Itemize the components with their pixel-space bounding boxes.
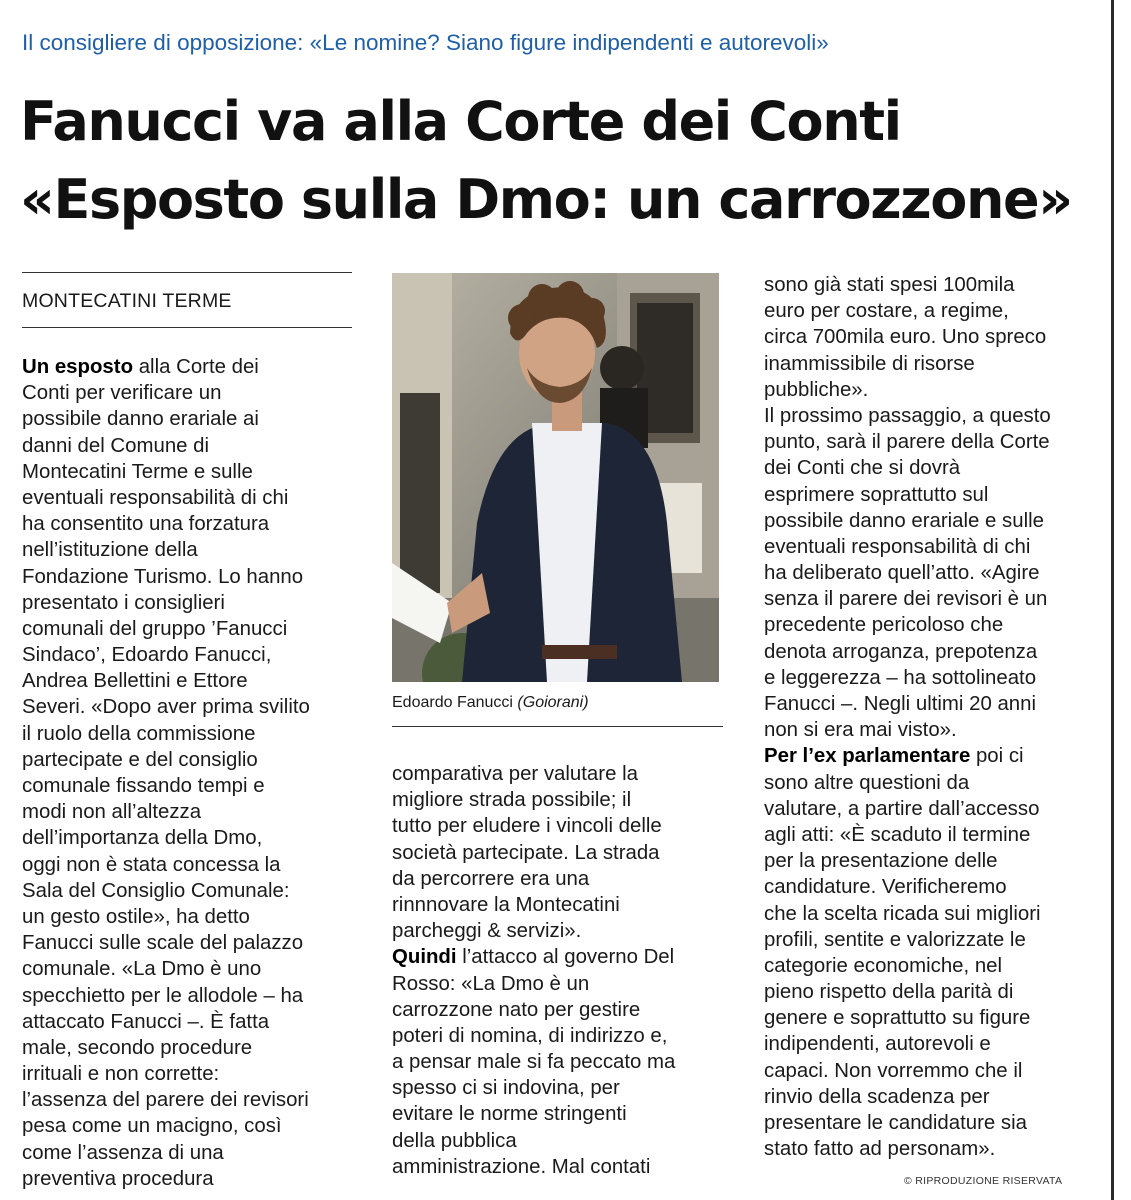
text-line: [764, 482, 1051, 508]
line-text: agli atti: «È scaduto il termine: [764, 823, 1031, 846]
text-line: [22, 983, 310, 1009]
line-text: comunale fissando tempi e: [22, 775, 265, 797]
line-text: Rosso: «La Dmo è un: [392, 972, 590, 995]
text-line: [22, 721, 310, 747]
line-text: come l’assenza di una: [22, 1141, 224, 1164]
line-text: capaci. Non vorremmo che il: [764, 1059, 1023, 1082]
line-text: Andrea Bellettini e Ettore: [22, 670, 248, 693]
line-text: un gesto ostile», ha detto: [22, 905, 250, 928]
text-line: [392, 1128, 675, 1154]
line-text: punto, sarà il parere della Corte: [764, 431, 1050, 454]
text-line: [764, 508, 1051, 534]
line-text: Il prossimo passaggio, a questo: [764, 404, 1051, 427]
line-text: preventiva procedura: [22, 1167, 214, 1190]
text-line: [22, 825, 310, 851]
text-line: [764, 796, 1051, 822]
text-line: [764, 770, 1051, 796]
text-line: [392, 997, 675, 1023]
line-text: per la presentazione delle: [764, 850, 998, 873]
line-text: possibile danno erariale e sulle: [764, 509, 1044, 532]
text-line: [764, 874, 1051, 900]
text-line: [22, 852, 310, 878]
text-line: [764, 927, 1051, 953]
line-text: indipendenti, autorevoli e: [764, 1033, 991, 1056]
text-line: [22, 433, 310, 459]
article-column-2: [392, 761, 675, 1180]
text-line: [764, 1031, 1051, 1057]
text-line: [764, 717, 1051, 743]
line-text: migliore strada possibile; il: [392, 789, 632, 812]
line-text: l’attacco al governo Del: [456, 946, 675, 969]
text-line: [22, 1113, 310, 1139]
text-line: [22, 1087, 310, 1113]
article-column-3: [764, 272, 1051, 1162]
line-text: pesa come un macigno, così: [22, 1115, 282, 1138]
text-line: [22, 904, 310, 930]
text-line: [764, 351, 1051, 377]
line-text: attaccato Fanucci –. È fatta: [22, 1010, 270, 1033]
text-line: [764, 586, 1051, 612]
text-line: [22, 1140, 310, 1166]
line-text: candidature. Verificheremo: [764, 876, 1007, 899]
line-text: sono altre questioni da: [764, 771, 970, 794]
text-line: [22, 1035, 310, 1061]
text-line: [764, 1110, 1051, 1136]
line-text: oggi non è stata concessa la: [22, 853, 281, 876]
text-line: [764, 429, 1051, 455]
line-text: euro per costare, a regime,: [764, 300, 1009, 323]
text-line: [392, 918, 675, 944]
line-text: comunale. «La Dmo è uno: [22, 958, 262, 981]
line-text: pieno rispetto della parità di: [764, 981, 1014, 1004]
line-text: poteri di nomina, di indirizzo e,: [392, 1024, 668, 1047]
line-text: ha consentito una forzatura: [22, 513, 270, 536]
line-text: carrozzone nato per gestire: [392, 998, 641, 1021]
line-text: Conti per verificare un: [22, 382, 222, 405]
line-text: Sala del Consiglio Comunale:: [22, 879, 290, 902]
line-text: precedente pericoloso che: [764, 614, 1004, 637]
line-text: eventuali responsabilità di chi: [22, 486, 289, 509]
line-text: sono già stati spesi 100mila: [764, 274, 1015, 296]
article-column-1: [22, 354, 310, 1192]
text-line: [392, 971, 675, 997]
line-text: società partecipate. La strada: [392, 841, 660, 864]
text-line: [22, 1009, 310, 1035]
article-photo: [392, 273, 719, 682]
text-line: [764, 743, 1051, 769]
text-line: [764, 403, 1051, 429]
line-text: della pubblica: [392, 1129, 517, 1152]
line-text: possibile danno erariale ai: [22, 408, 259, 431]
text-line: [22, 799, 310, 825]
divider: [22, 272, 352, 273]
headline-line-2: «Esposto sulla Dmo: un carrozzone»: [20, 168, 1072, 231]
text-line: [764, 1005, 1051, 1031]
text-line: [22, 668, 310, 694]
text-line: [764, 822, 1051, 848]
article-kicker: Il consigliere di opposizione: «Le nomine? Siano figure indipendenti e autorevoli»: [22, 30, 829, 55]
line-text: specchietto per le allodole – ha: [22, 984, 304, 1007]
line-text: pubbliche».: [764, 378, 869, 401]
text-line: [764, 298, 1051, 324]
line-text: comparativa per valutare la: [392, 763, 638, 785]
text-line: [392, 892, 675, 918]
line-text: male, secondo procedure: [22, 1036, 253, 1059]
line-text: alla Corte dei: [133, 356, 259, 378]
text-line: [22, 406, 310, 432]
text-line: [22, 380, 310, 406]
text-line: [22, 354, 310, 380]
text-line: [22, 511, 310, 537]
line-text: il ruolo della commissione: [22, 722, 256, 745]
text-line: [392, 813, 675, 839]
text-line: [22, 590, 310, 616]
line-text: danni del Comune di: [22, 434, 210, 457]
text-line: [22, 537, 310, 563]
caption-name: Edoardo Fanucci: [392, 694, 513, 711]
dateline-location: MONTECATINI TERME: [22, 290, 232, 312]
line-text: l’assenza del parere dei revisori: [22, 1089, 309, 1112]
line-text: senza il parere dei revisori è un: [764, 588, 1048, 611]
line-text: rinnnovare la Montecatini: [392, 893, 620, 916]
text-line: [392, 761, 675, 787]
line-text: presentare le candidature sia: [764, 1112, 1027, 1134]
line-text: Montecatini Terme e sulle: [22, 460, 253, 483]
text-line: [392, 787, 675, 813]
line-text: poi ci: [970, 745, 1024, 768]
text-line: [392, 1075, 675, 1101]
line-text: stato fatto ad personam».: [764, 1138, 996, 1161]
text-line: [22, 747, 310, 773]
text-line: [22, 930, 310, 956]
line-text: comunali del gruppo ’Fanucci: [22, 617, 288, 640]
divider: [392, 726, 723, 727]
text-line: [22, 956, 310, 982]
text-line: [22, 1061, 310, 1087]
line-text: modi non all’altezza: [22, 801, 202, 824]
text-line: [764, 455, 1051, 481]
text-line: [22, 459, 310, 485]
text-line: [764, 953, 1051, 979]
text-line: [22, 485, 310, 511]
line-text: rinvio della scadenza per: [764, 1085, 990, 1108]
text-line: [764, 377, 1051, 403]
text-line: [764, 272, 1051, 298]
divider: [22, 327, 352, 328]
text-line: [392, 866, 675, 892]
text-line: [392, 1049, 675, 1075]
line-text: amministrazione. Mal contati: [392, 1155, 651, 1178]
headline-line-1: Fanucci va alla Corte dei Conti: [20, 90, 901, 153]
line-text: Fanucci –. Negli ultimi 20 anni: [764, 693, 1037, 715]
line-text: parcheggi & servizi».: [392, 920, 582, 943]
line-text: partecipate e del consiglio: [22, 748, 258, 771]
text-line: [764, 560, 1051, 586]
text-line: [392, 1154, 675, 1180]
line-text: valutare, a partire dall’accesso: [764, 797, 1040, 820]
caption-credit: (Goiorani): [517, 694, 589, 711]
line-text: non si era mai visto».: [764, 719, 957, 742]
line-text: Fanucci sulle scale del palazzo: [22, 932, 304, 955]
line-text: presentato i consiglieri: [22, 591, 225, 614]
text-line: [22, 878, 310, 904]
text-line: [764, 848, 1051, 874]
text-line: [392, 1101, 675, 1127]
line-text: Fondazione Turismo. Lo hanno: [22, 565, 304, 588]
line-text: Severi. «Dopo aver prima svilito: [22, 696, 310, 719]
line-text: evitare le norme stringenti: [392, 1103, 627, 1126]
line-text: esprimere soprattutto sul: [764, 483, 989, 506]
line-text: circa 700mila euro. Uno spreco: [764, 326, 1047, 349]
photo-caption: [392, 694, 589, 712]
line-text: denota arroganza, prepotenza: [764, 640, 1038, 663]
line-text: ha deliberato quell’atto. «Agire: [764, 562, 1040, 585]
line-text: e leggerezza – ha sottolineato: [764, 666, 1037, 689]
line-text: Sindaco’, Edoardo Fanucci,: [22, 644, 272, 667]
line-text: nell’istituzione della: [22, 539, 198, 562]
article-headline: [20, 83, 1072, 239]
text-line: [764, 534, 1051, 560]
text-line: [22, 616, 310, 642]
text-line: [764, 979, 1051, 1005]
copyright-notice: © RIPRODUZIONE RISERVATA: [904, 1175, 1063, 1187]
text-line: [22, 694, 310, 720]
line-text: inammissibile di risorse: [764, 352, 975, 375]
text-line: [22, 564, 310, 590]
text-line: [764, 691, 1051, 717]
line-text: dell’importanza della Dmo,: [22, 827, 263, 850]
lead-in: Quindi: [392, 946, 457, 969]
lead-in: Per l’ex parlamentare: [764, 745, 971, 768]
text-line: [392, 944, 675, 970]
line-text: eventuali responsabilità di chi: [764, 535, 1031, 558]
line-text: che la scelta ricada sui migliori: [764, 902, 1041, 925]
text-line: [392, 1023, 675, 1049]
text-line: [764, 1084, 1051, 1110]
line-text: irrituali e non corrette:: [22, 1063, 220, 1086]
text-line: [22, 773, 310, 799]
text-line: [764, 612, 1051, 638]
text-line: [764, 1058, 1051, 1084]
text-line: [22, 1166, 310, 1192]
text-line: [764, 1136, 1051, 1162]
text-line: [22, 642, 310, 668]
line-text: spesso ci si indovina, per: [392, 1077, 620, 1100]
line-text: tutto per eludere i vincoli delle: [392, 815, 662, 838]
lead-in: Un esposto: [22, 356, 134, 378]
line-text: profili, sentite e valorizzate le: [764, 928, 1026, 951]
text-line: [392, 840, 675, 866]
text-line: [764, 639, 1051, 665]
line-text: categorie economiche, nel: [764, 954, 1003, 977]
text-line: [764, 324, 1051, 350]
line-text: a pensar male si fa peccato ma: [392, 1051, 676, 1074]
line-text: dei Conti che si dovrà: [764, 457, 961, 480]
text-line: [764, 665, 1051, 691]
line-text: da percorrere era una: [392, 867, 590, 890]
text-line: [764, 901, 1051, 927]
line-text: genere e soprattutto su figure: [764, 1007, 1031, 1030]
